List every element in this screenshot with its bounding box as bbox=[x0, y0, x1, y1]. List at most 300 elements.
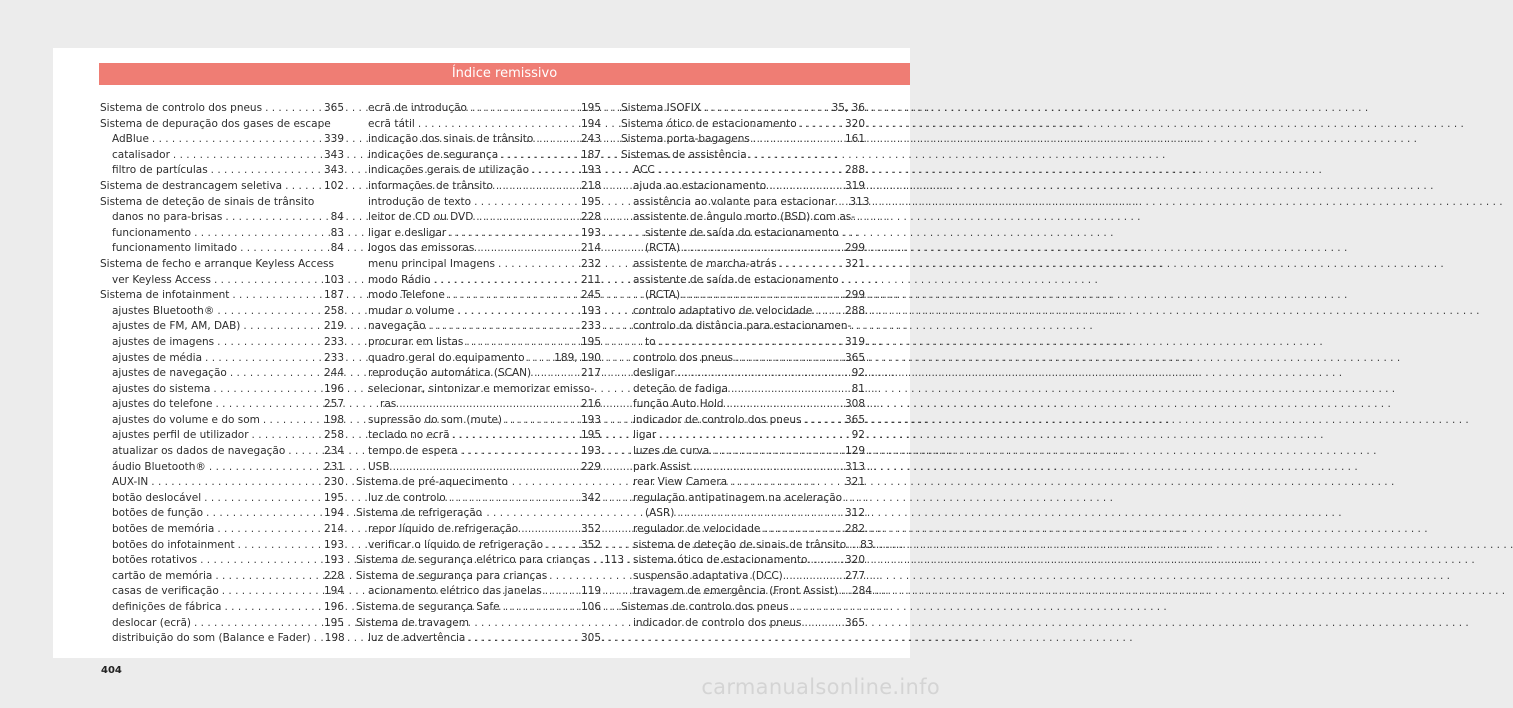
entry-heading: selecionar, sintonizar e memorizar emisso- bbox=[368, 382, 595, 395]
entry-page: 284 bbox=[851, 585, 872, 598]
dot-leader bbox=[173, 148, 321, 164]
entry-page: 312 bbox=[844, 507, 865, 520]
entry-label: botões do infotainment bbox=[112, 538, 235, 551]
entry-page: 193 bbox=[580, 226, 601, 239]
dot-leader bbox=[449, 226, 578, 242]
entry-label: botões de memória bbox=[112, 523, 215, 536]
entry-page: 198 bbox=[323, 413, 344, 426]
index-entry bbox=[356, 584, 601, 600]
entry-label: Sistema de controlo dos pneus bbox=[100, 102, 263, 114]
index-entry bbox=[100, 288, 344, 304]
entry-page: 119 bbox=[580, 585, 601, 598]
entry-page: 258 bbox=[323, 304, 344, 317]
index-entry bbox=[356, 335, 601, 351]
entry-label: Sistema de segurança Safe bbox=[356, 601, 500, 613]
index-entry bbox=[621, 179, 865, 195]
entry-page: 319 bbox=[844, 179, 865, 192]
entry-label: (RCTA) bbox=[645, 289, 681, 302]
index-entry bbox=[356, 257, 601, 273]
entry-label: rear View Camera bbox=[633, 476, 728, 489]
dot-leader bbox=[712, 444, 842, 460]
index-entry bbox=[621, 163, 865, 179]
index-entry bbox=[100, 163, 344, 179]
entry-page: 161 bbox=[844, 133, 865, 146]
dot-leader bbox=[448, 288, 578, 304]
entry-page: 195 bbox=[580, 102, 601, 114]
index-entry bbox=[621, 288, 865, 304]
entry-page: 195 bbox=[323, 616, 344, 629]
index-entry bbox=[100, 584, 344, 600]
entry-label: ajustes de FM, AM, DAB) bbox=[112, 320, 241, 333]
index-entry bbox=[356, 351, 601, 367]
dot-leader bbox=[496, 179, 578, 195]
entry-label: modo Rádio bbox=[368, 273, 431, 286]
index-entry bbox=[621, 584, 872, 600]
dot-leader bbox=[213, 382, 321, 398]
dot-leader bbox=[288, 444, 321, 460]
dot-leader bbox=[800, 117, 842, 133]
entry-label: sistema ótico de estacionamento bbox=[633, 554, 808, 567]
entry-heading: assistente de saída de estacionamento bbox=[633, 273, 839, 286]
entry-page: 194 bbox=[323, 585, 344, 598]
dot-leader bbox=[503, 600, 578, 616]
entry-page: 299 bbox=[844, 289, 865, 302]
entry-page: 102 bbox=[323, 179, 344, 192]
entry-label: casas de verificação bbox=[112, 585, 219, 598]
entry-label: deteção de fadiga bbox=[633, 382, 728, 395]
entry-page: 187 bbox=[323, 289, 344, 302]
entry-heading: controlo da distância para estacionamen- bbox=[633, 320, 852, 333]
entry-label: indicador de controlo dos pneus bbox=[633, 413, 802, 426]
index-entry bbox=[356, 273, 601, 289]
dot-leader bbox=[265, 101, 321, 117]
entry-label: Sistema de segurança elétrico para crianças bbox=[356, 554, 590, 567]
entry-page: 321 bbox=[844, 257, 865, 270]
index-entry bbox=[621, 351, 865, 367]
dot-leader bbox=[217, 304, 321, 320]
entry-label: ajustes de média bbox=[112, 351, 203, 364]
entry-page: 189, 190 bbox=[554, 351, 601, 364]
dot-leader bbox=[263, 413, 321, 429]
entry-page: 282 bbox=[844, 523, 865, 536]
entry-page: 244 bbox=[323, 367, 344, 380]
entry-label: funcionamento limitado bbox=[112, 242, 238, 255]
dot-leader bbox=[505, 413, 578, 429]
dot-leader bbox=[786, 569, 842, 585]
index-entry bbox=[621, 460, 865, 476]
entry-label: ecrã de introdução bbox=[368, 102, 467, 114]
entry-page: 243 bbox=[580, 133, 601, 146]
entry-page: 230 bbox=[323, 476, 344, 489]
entry-label: distribuição do som (Balance e Fader) bbox=[112, 632, 311, 645]
entry-page: 92 bbox=[851, 367, 865, 380]
entry-label: informações de trânsito bbox=[368, 179, 493, 192]
index-entry bbox=[356, 444, 601, 460]
entry-label: danos no para-brisas bbox=[112, 211, 223, 224]
dot-leader bbox=[232, 288, 321, 304]
entry-page: 343 bbox=[323, 148, 344, 161]
entry-label: suspensão adaptativa (DCC) bbox=[633, 569, 783, 582]
entry-heading: Sistema de segurança para crianças bbox=[356, 569, 548, 582]
entry-page: 228 bbox=[323, 569, 344, 582]
entry-page: 308 bbox=[844, 398, 865, 411]
entry-page: 84 bbox=[330, 211, 344, 224]
page-number: 404 bbox=[101, 665, 122, 676]
index-entry bbox=[356, 460, 601, 476]
index-entry bbox=[100, 226, 344, 242]
entry-page: 320 bbox=[844, 554, 865, 567]
dot-leader bbox=[151, 475, 321, 491]
index-entry bbox=[621, 569, 865, 585]
entry-page: 84 bbox=[330, 242, 344, 255]
index-entry bbox=[621, 475, 865, 491]
entry-label: ajustes perfil de utilizador bbox=[112, 429, 249, 442]
dot-leader bbox=[240, 241, 328, 257]
dot-leader bbox=[393, 460, 578, 476]
dot-leader bbox=[477, 241, 578, 257]
dot-leader bbox=[434, 273, 578, 289]
entry-label: USB bbox=[368, 460, 390, 473]
dot-leader bbox=[466, 335, 578, 351]
entry-page: 365 bbox=[844, 351, 865, 364]
entry-page: 187 bbox=[580, 148, 601, 161]
entry-page: 277 bbox=[844, 569, 865, 582]
entry-page: 195 bbox=[323, 491, 344, 504]
index-entry bbox=[621, 117, 865, 133]
dot-leader bbox=[727, 397, 842, 413]
entry-label: menu principal Imagens bbox=[368, 257, 495, 270]
dot-leader bbox=[243, 319, 321, 335]
entry-label: Sistema de infotainment bbox=[100, 289, 230, 302]
entry-heading: Sistema de refrigeração bbox=[356, 507, 483, 520]
index-entry bbox=[100, 444, 344, 460]
entry-label: travagem de emergência (Front Assist) bbox=[633, 585, 838, 598]
index-entry bbox=[100, 366, 344, 382]
entry-label: reprodução automática (SCAN) bbox=[368, 367, 532, 380]
entry-page: 299 bbox=[844, 242, 865, 255]
dot-leader bbox=[200, 553, 321, 569]
entry-label: Sistema de destrancagem seletiva bbox=[100, 179, 283, 192]
dot-leader bbox=[659, 428, 848, 444]
index-entry bbox=[100, 491, 344, 507]
index-entry bbox=[100, 397, 344, 413]
index-entry bbox=[356, 210, 601, 226]
dot-leader bbox=[501, 148, 578, 164]
entry-label: mudar o volume bbox=[368, 304, 455, 317]
entry-label: áudio Bluetooth® bbox=[112, 460, 206, 473]
index-entry bbox=[100, 475, 344, 491]
entry-page: 313 bbox=[844, 460, 865, 473]
dot-leader bbox=[841, 584, 849, 600]
entry-label: função Auto Hold bbox=[633, 398, 724, 411]
entry-label: ajuda ao estacionamento bbox=[633, 179, 767, 192]
entry-label: botão deslocável bbox=[112, 491, 202, 504]
entry-heading: Sistema de depuração dos gases de escape bbox=[100, 117, 331, 130]
index-entry bbox=[621, 382, 865, 398]
index-entry bbox=[356, 428, 601, 444]
index-entry bbox=[356, 366, 601, 382]
index-entry bbox=[356, 553, 625, 569]
dot-leader bbox=[810, 553, 841, 569]
index-entry bbox=[356, 241, 601, 257]
entry-page: 195 bbox=[580, 429, 601, 442]
dot-leader bbox=[753, 132, 842, 148]
entry-page: 35, 36 bbox=[831, 102, 865, 114]
index-entry bbox=[621, 538, 874, 554]
index-entry bbox=[100, 273, 344, 289]
dot-leader bbox=[215, 397, 320, 413]
index-entry bbox=[100, 382, 344, 398]
entry-page: 193 bbox=[580, 445, 601, 458]
dot-leader bbox=[285, 179, 321, 195]
entry-page: 231 bbox=[323, 460, 344, 473]
entry-label: catalisador bbox=[112, 148, 170, 161]
index-entry bbox=[356, 413, 601, 429]
dot-leader bbox=[468, 631, 578, 647]
entry-page: 305 bbox=[580, 632, 601, 645]
entry-label: ligar e desligar bbox=[368, 226, 447, 239]
dot-leader bbox=[453, 428, 578, 444]
dot-leader bbox=[476, 210, 578, 226]
dot-leader bbox=[678, 366, 849, 382]
entry-page: 216 bbox=[580, 398, 601, 411]
entry-label: teclado no ecrã bbox=[368, 429, 450, 442]
entry-page: 352 bbox=[580, 523, 601, 536]
dot-leader bbox=[222, 584, 321, 600]
index-entry bbox=[356, 195, 601, 211]
dot-leader bbox=[731, 382, 849, 398]
entry-label: ajustes do sistema bbox=[112, 382, 211, 395]
entry-label: procurar em listas bbox=[368, 335, 464, 348]
index-entry bbox=[621, 366, 865, 382]
dot-leader bbox=[204, 491, 321, 507]
dot-leader bbox=[659, 335, 842, 351]
entry-label: botões rotativos bbox=[112, 554, 198, 567]
index-entry bbox=[356, 631, 601, 647]
entry-label: Sistema ótico de estacionamento bbox=[621, 117, 797, 130]
index-entry bbox=[100, 304, 344, 320]
entry-page: 219 bbox=[323, 320, 344, 333]
entry-heading: Sistema de fecho e arranque Keyless Access bbox=[100, 257, 334, 270]
dot-leader bbox=[849, 538, 857, 554]
dot-leader bbox=[693, 460, 841, 476]
dot-leader bbox=[805, 616, 842, 632]
index-entry bbox=[100, 101, 344, 117]
index-entry bbox=[356, 179, 601, 195]
entry-label: luz de advertência bbox=[368, 632, 466, 645]
entry-label: indicador de controlo dos pneus bbox=[633, 616, 802, 629]
index-entry bbox=[100, 351, 344, 367]
entry-page: 195 bbox=[580, 335, 601, 348]
dot-leader bbox=[211, 163, 321, 179]
entry-label: assistente de marcha-atrás bbox=[633, 257, 777, 270]
entry-heading: sistente de saída do estacionamento bbox=[645, 226, 839, 239]
entry-label: verificar o líquido de refrigeração bbox=[368, 538, 544, 551]
entry-page: 214 bbox=[580, 242, 601, 255]
index-entry bbox=[100, 413, 344, 429]
index-entry bbox=[100, 522, 344, 538]
dot-leader bbox=[470, 101, 578, 117]
index-entry bbox=[100, 553, 344, 569]
dot-leader bbox=[224, 600, 320, 616]
index-entry bbox=[621, 335, 865, 351]
entry-page: 288 bbox=[844, 304, 865, 317]
index-entry bbox=[356, 304, 601, 320]
entry-heading: Sistema de deteção de sinais de trânsito bbox=[100, 195, 315, 208]
entry-heading: regulação antipatinagem na aceleração bbox=[633, 491, 843, 504]
dot-leader bbox=[252, 428, 321, 444]
entry-page: 319 bbox=[844, 335, 865, 348]
entry-page: 365 bbox=[844, 413, 865, 426]
index-entry bbox=[100, 335, 344, 351]
index-entry bbox=[100, 132, 344, 148]
entry-label: AUX-IN bbox=[112, 476, 149, 489]
dot-leader bbox=[534, 366, 578, 382]
index-entry bbox=[621, 428, 865, 444]
entry-page: 194 bbox=[580, 117, 601, 130]
watermark: carmanualsonline.info bbox=[701, 675, 940, 699]
dot-leader bbox=[736, 351, 842, 367]
dot-leader bbox=[429, 319, 578, 335]
index-entry bbox=[621, 241, 865, 257]
entry-label: ajustes de imagens bbox=[112, 335, 215, 348]
index-entry bbox=[100, 569, 344, 585]
entry-label: acionamento elétrico das janelas bbox=[368, 585, 542, 598]
entry-page: 214 bbox=[323, 523, 344, 536]
entry-label: funcionamento bbox=[112, 226, 192, 239]
index-entry bbox=[621, 304, 865, 320]
dot-leader bbox=[461, 444, 578, 460]
entry-page: 217 bbox=[580, 367, 601, 380]
entry-page: 196 bbox=[323, 382, 344, 395]
entry-page: 193 bbox=[580, 304, 601, 317]
entry-label: deslocar (ecrã) bbox=[112, 616, 191, 629]
entry-page: 232 bbox=[580, 257, 601, 270]
entry-label: (ASR) bbox=[645, 507, 675, 520]
dot-leader bbox=[238, 538, 321, 554]
index-entry bbox=[621, 522, 865, 538]
index-entry bbox=[356, 226, 601, 242]
index-entry bbox=[356, 163, 601, 179]
entry-page: 233 bbox=[323, 351, 344, 364]
index-entry bbox=[621, 257, 865, 273]
dot-leader bbox=[521, 522, 578, 538]
entry-label: indicações gerais de utilização bbox=[368, 164, 529, 177]
index-column-3 bbox=[621, 101, 874, 631]
dot-leader bbox=[683, 241, 842, 257]
entry-label: ACC bbox=[633, 164, 655, 177]
index-entry bbox=[621, 506, 865, 522]
entry-label: controlo dos pneus bbox=[633, 351, 733, 364]
entry-label: indicação dos sinais de trânsito bbox=[368, 133, 534, 146]
index-entry bbox=[621, 553, 865, 569]
section-header bbox=[99, 63, 910, 85]
entry-page: 106 bbox=[580, 601, 601, 613]
dot-leader bbox=[545, 584, 578, 600]
entry-heading: Sistemas de controlo dos pneus bbox=[621, 601, 789, 613]
index-entry bbox=[356, 117, 601, 133]
entry-page: 211 bbox=[580, 273, 601, 286]
dot-leader bbox=[677, 506, 842, 522]
entry-page: 245 bbox=[580, 289, 601, 302]
index-entry bbox=[100, 616, 344, 632]
entry-label: ajustes Bluetooth® bbox=[112, 304, 215, 317]
entry-heading: assistente de ângulo morto (BSD) com as- bbox=[633, 211, 856, 224]
index-entry bbox=[621, 616, 865, 632]
dot-leader bbox=[206, 506, 321, 522]
entry-page: 129 bbox=[844, 445, 865, 458]
entry-label: atualizar os dados de navegação bbox=[112, 445, 286, 458]
index-column-1 bbox=[100, 101, 344, 647]
dot-leader bbox=[205, 351, 321, 367]
entry-label: ligar bbox=[633, 429, 657, 442]
index-entry bbox=[356, 319, 601, 335]
entry-label: repor líquido de refrigeração bbox=[368, 523, 519, 536]
index-entry bbox=[100, 460, 344, 476]
entry-page: 113 bbox=[603, 554, 625, 567]
entry-page: 92 bbox=[851, 429, 865, 442]
entry-page: 195 bbox=[580, 195, 601, 208]
index-entry bbox=[356, 600, 601, 616]
index-entry bbox=[356, 538, 601, 554]
index-entry bbox=[100, 210, 344, 226]
entry-label: botões de função bbox=[112, 507, 203, 520]
entry-heading: Sistemas de assistência bbox=[621, 148, 747, 161]
entry-label: to bbox=[645, 335, 656, 348]
entry-page: 258 bbox=[323, 429, 344, 442]
dot-leader bbox=[225, 210, 327, 226]
index-entry bbox=[356, 397, 601, 413]
entry-label: navegação bbox=[368, 320, 426, 333]
index-entry bbox=[100, 631, 344, 647]
index-entry bbox=[100, 600, 344, 616]
dot-leader bbox=[528, 351, 552, 367]
dot-leader bbox=[536, 132, 578, 148]
entry-page: 320 bbox=[844, 117, 865, 130]
dot-leader bbox=[532, 163, 578, 179]
index-entry bbox=[356, 288, 601, 304]
dot-leader bbox=[763, 522, 842, 538]
entry-label: (RCTA) bbox=[645, 242, 681, 255]
dot-leader bbox=[838, 195, 846, 211]
entry-page: 342 bbox=[580, 491, 601, 504]
entry-label: desligar bbox=[633, 367, 675, 380]
dot-leader bbox=[704, 101, 829, 117]
entry-page: 83 bbox=[330, 226, 344, 239]
entry-page: 193 bbox=[323, 554, 344, 567]
entry-page: 288 bbox=[844, 164, 865, 177]
dot-leader bbox=[418, 117, 578, 133]
dot-leader bbox=[498, 257, 578, 273]
dot-leader bbox=[214, 273, 321, 289]
index-entry bbox=[621, 101, 865, 117]
index-entry bbox=[356, 148, 601, 164]
dot-leader bbox=[209, 460, 321, 476]
entry-label: ajustes do volume e do som bbox=[112, 413, 260, 426]
entry-page: 193 bbox=[580, 413, 601, 426]
section-title: Índice remissivo bbox=[451, 66, 558, 81]
entry-label: ajustes do telefone bbox=[112, 398, 213, 411]
index-entry bbox=[621, 444, 865, 460]
dot-leader bbox=[780, 257, 842, 273]
index-entry bbox=[100, 506, 344, 522]
entry-label: cartão de memória bbox=[112, 569, 213, 582]
entry-label: introdução de texto bbox=[368, 195, 472, 208]
index-entry bbox=[356, 132, 601, 148]
entry-label: Sistema ISOFIX bbox=[621, 102, 701, 114]
entry-label: indicações de segurança bbox=[368, 148, 499, 161]
entry-page: 352 bbox=[580, 538, 601, 551]
